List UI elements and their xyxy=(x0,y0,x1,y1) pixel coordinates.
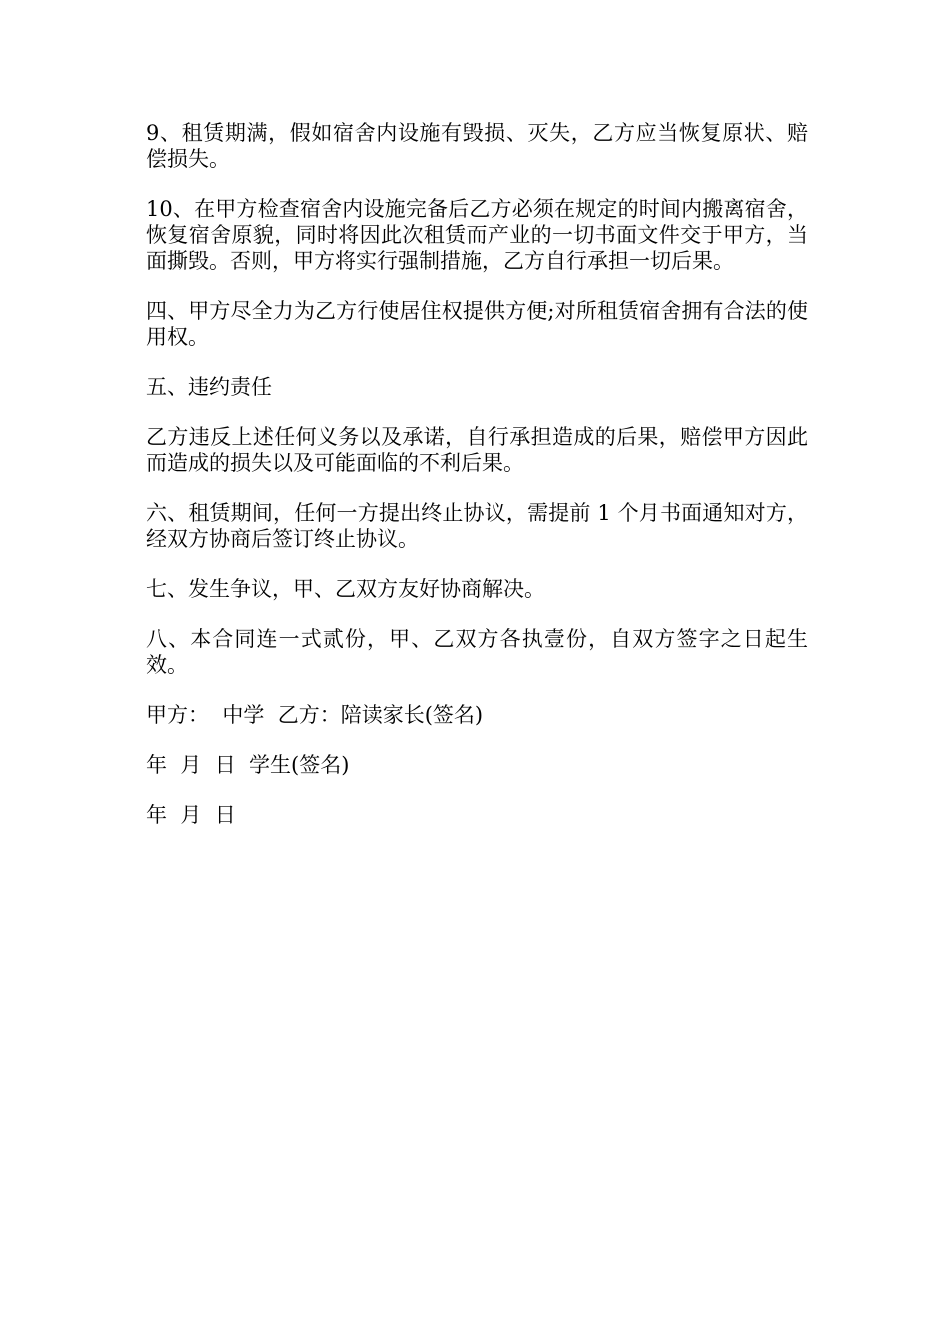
section-7-disputes: 七、发生争议，甲、乙双方友好协商解决。 xyxy=(146,577,545,601)
signature-line-student: 年 月 日 学生(签名) xyxy=(146,753,350,777)
document-body xyxy=(146,120,808,852)
section-8-copies-effective: 八、本合同连一式贰份，甲、乙双方各执壹份，自双方签字之日起生效。 xyxy=(146,627,808,677)
section-5-heading-breach: 五、违约责任 xyxy=(146,375,272,399)
clause-10-move-out: 10、在甲方检查宿舍内设施完备后乙方必须在规定的时间内搬离宿舍，恢复宿舍原貌，同时将因此次租赁而产业的一切书面文件交于甲方，当面撕毁。否则，甲方将实行强制措施，乙方自行承担一切后果。 xyxy=(146,197,808,273)
clause-9-restore-facilities: 9、租赁期满，假如宿舍内设施有毁损、灭失，乙方应当恢复原状、赔偿损失。 xyxy=(146,121,808,171)
section-6-termination: 六、租赁期间，任何一方提出终止协议，需提前 1 个月书面通知对方，经双方协商后签订终止协议。 xyxy=(146,501,808,551)
signature-line-date: 年 月 日 xyxy=(146,803,236,827)
section-4-party-a-duties: 四、甲方尽全力为乙方行使居住权提供方便;对所租赁宿舍拥有合法的使用权。 xyxy=(146,299,808,349)
signature-line-parties: 甲方： 中学 乙方：陪读家长(签名) xyxy=(146,703,484,727)
section-5-breach-liability: 乙方违反上述任何义务以及承诺，自行承担造成的后果，赔偿甲方因此而造成的损失以及可能面临的不利后果。 xyxy=(146,425,808,475)
